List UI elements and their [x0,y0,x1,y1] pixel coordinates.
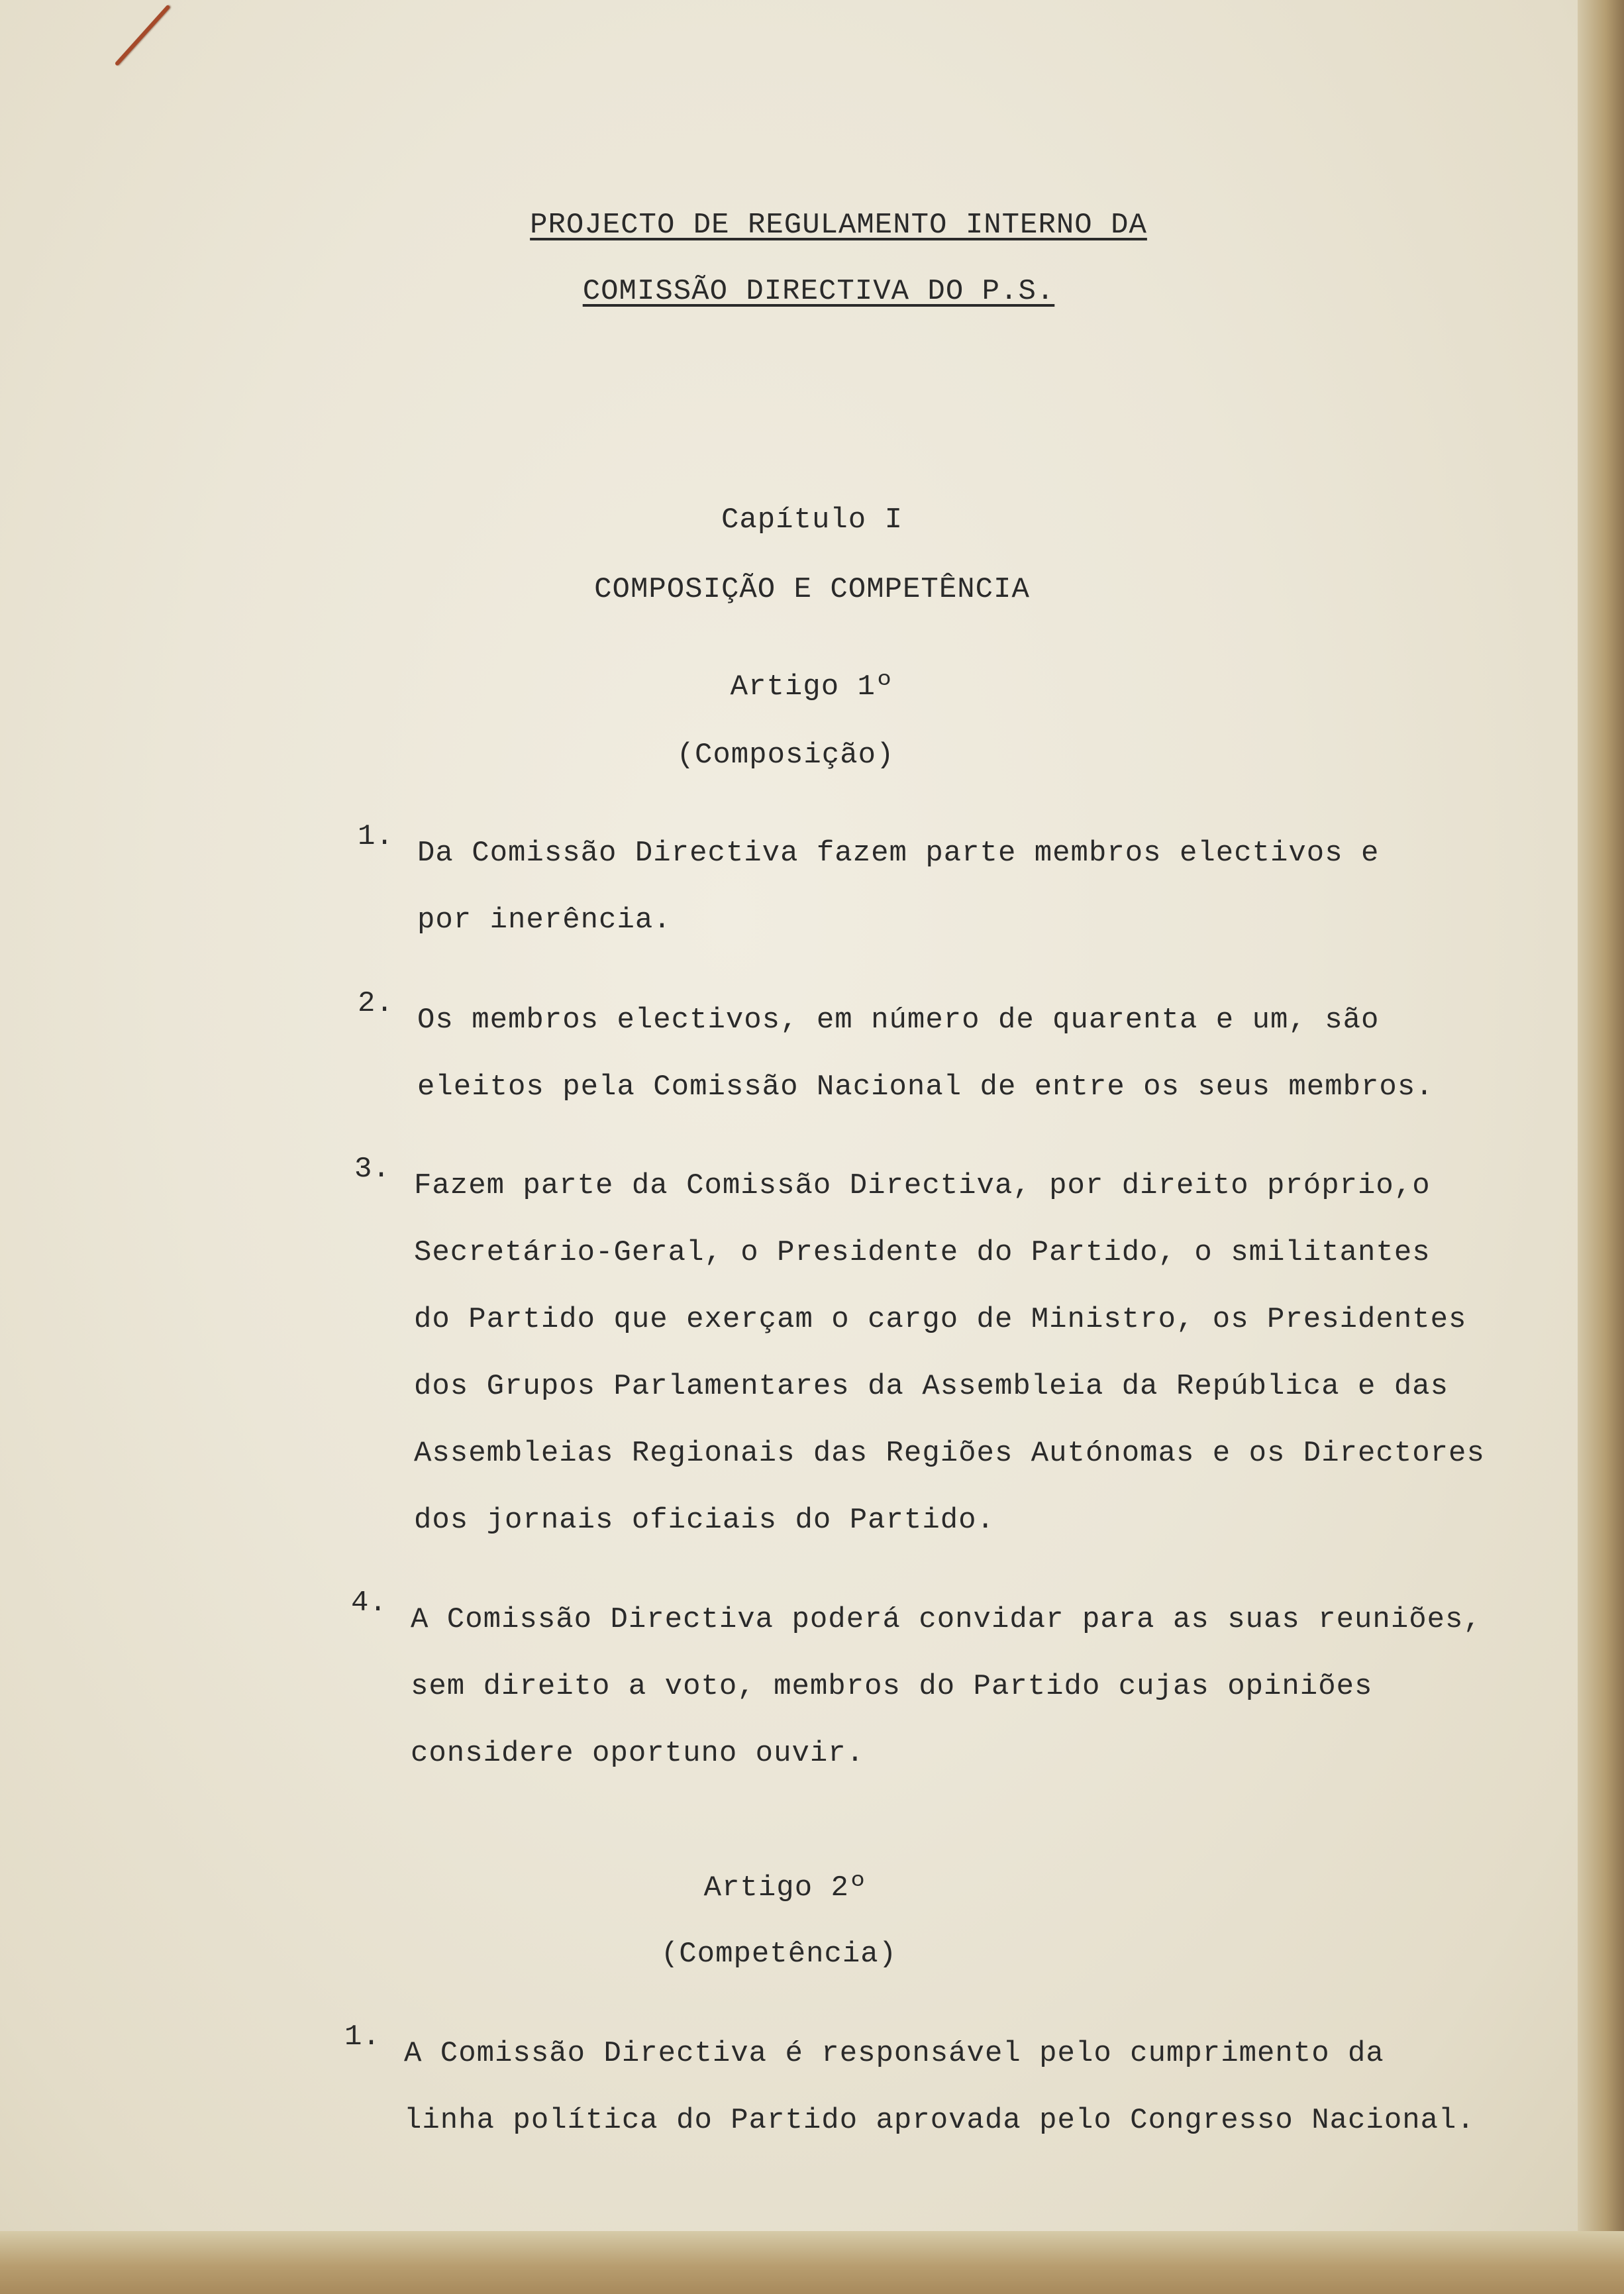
article-1-subtitle: (Composição) [676,739,895,772]
item-number: 1. [344,2020,381,2054]
chapter-name: COMPOSIÇÃO E COMPETÊNCIA [594,573,1030,606]
item-number: 2. [358,987,394,1020]
item-line: Da Comissão Directiva fazem parte membros electivos e [417,837,1380,870]
item-line: dos Grupos Parlamentares da Assembleia da República e das [414,1370,1449,1403]
chapter-label: Capítulo I [721,503,903,537]
item-line: A Comissão Directiva é responsável pelo cumprimento da [404,2037,1384,2070]
item-text [404,2020,1596,2154]
article-2-label: Artigo 2º [703,1871,868,1904]
item-line: do Partido que exerçam o cargo de Ministro, os Presidentes [414,1303,1467,1336]
item-line: eleitos pela Comissão Nacional de entre os seus membros. [417,1070,1434,1104]
item-line: Secretário-Geral, o Presidente do Partido, o smilitantes [414,1236,1431,1269]
item-text [417,987,1609,1121]
item-line: sem direito a voto, membros do Partido cujas opiniões [411,1670,1373,1703]
item-text [417,820,1609,954]
article-1-label: Artigo 1º [730,670,894,704]
item-line: linha política do Partido aprovada pelo Congresso Nacional. [404,2104,1475,2137]
item-line: Assembleias Regionais das Regiões Autónomas e os Directores [414,1437,1485,1470]
item-line: Os membros electivos, em número de quarenta e um, são [417,1004,1380,1037]
item-line: A Comissão Directiva poderá convidar para as suas reuniões, [411,1603,1482,1636]
item-line: dos jornais oficiais do Partido. [414,1504,995,1537]
item-text [411,1587,1603,1787]
document-title-line-2: COMISSÃO DIRECTIVA DO P.S. [582,275,1055,308]
item-number: 4. [351,1587,387,1620]
document-title-line-1: PROJECTO DE REGULAMENTO INTERNO DA [530,209,1147,242]
item-text [414,1153,1606,1554]
article-2-subtitle: (Competência) [660,1938,897,1971]
item-number: 1. [358,820,394,853]
item-line: Fazem parte da Comissão Directiva, por direito próprio,o [414,1169,1431,1202]
item-number: 3. [354,1153,391,1186]
item-line: considere oportuno ouvir. [411,1737,865,1770]
item-line: por inerência. [417,904,672,937]
